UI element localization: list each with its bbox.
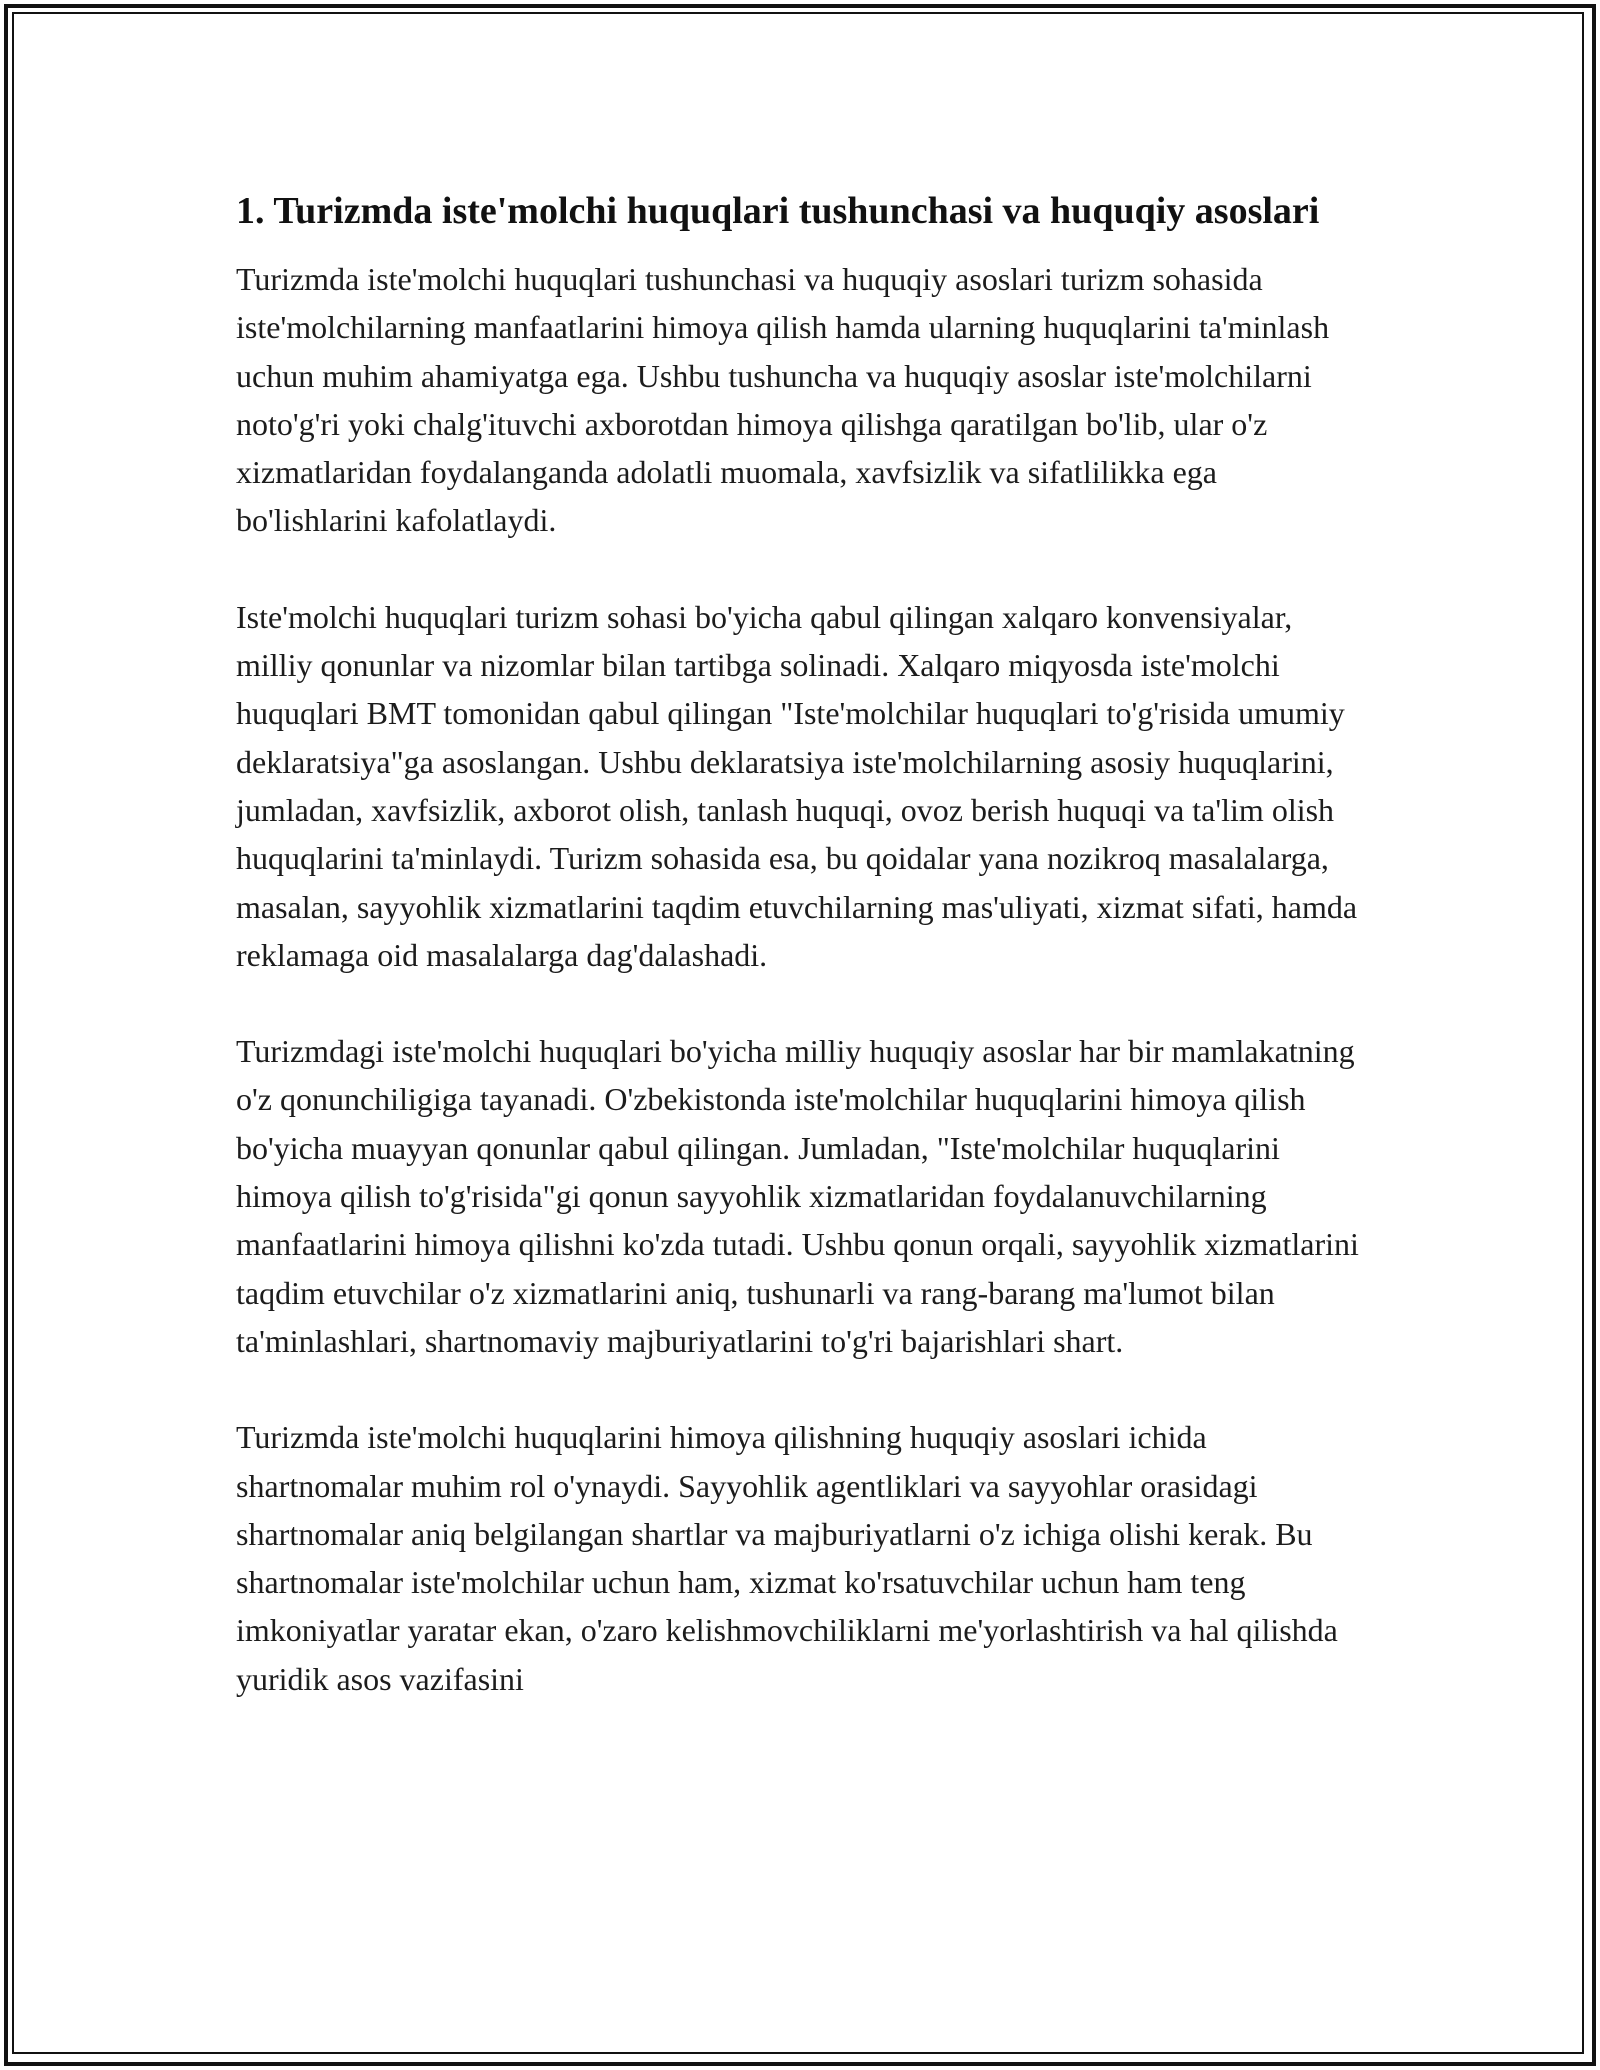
paragraph-2: Iste'molchi huquqlari turizm sohasi bo'yicha qabul qilingan xalqaro konvensiyalar, milliy qonunlar va nizomlar bilan tartibga solinadi. Xalqaro miqyosda iste'molchi huquqlari BMT tomonidan qabul qilingan "Iste'molchilar huquqlari to'g'risida umumiy deklaratsiya"ga asoslangan. Ushbu deklaratsiya iste'molchilarning asosiy huquqlarini, jumladan, xavfsizlik, axborot olish, tanlash huquqi, ovoz berish huquqi va ta'lim olish huquqlarini ta'minlaydi. Turizm sohasida esa, bu qoidalar yana nozikroq masalalarga, masalan, sayyohlik xizmatlarini taqdim etuvchilarning mas'uliyati, xizmat sifati, hamda reklamaga oid masalalarga dag'dalashadi. <box>236 598 1358 973</box>
paragraph-4: Turizmda iste'molchi huquqlarini himoya qilishning huquqiy asoslari ichida shartnomalar muhim rol o'ynaydi. Sayyohlik agentliklari va sayyohlar orasidagi shartnomalar aniq belgilangan shartlar va majburiyatlarni o'z ichiga olishi kerak. Bu shartnomalar iste'molchilar uchun ham, xizmat ko'rsatuvchilar uchun ham teng imkoniyatlar yaratar ekan, o'zaro kelishmovchiliklarni me'yorlashtirish va hal qilishda yuridik asos vazifasini <box>236 1419 1338 1697</box>
paragraph-1: Turizmda iste'molchi huquqlari tushunchasi va huquqiy asoslari turizm sohasida iste'molchilarning manfaatlarini himoya qilish hamda ularning huquqlarini ta'minlash uchun muhim ahamiyatga ega. Ushbu tushuncha va huquqiy asoslar iste'molchilarni noto'g'ri yoki chalg'ituvchi axborotdan himoya qilishga qaratilgan bo'lib, ular o'z xizmatlaridan foydalanganda adolatli muomala, xavfsizlik va sifatlilikka ega bo'lishlarini kafolatlaydi. <box>236 261 1330 539</box>
section-heading: 1. Turizmda iste'molchi huquqlari tushunchasi va huquqiy asoslari <box>236 190 1320 232</box>
paragraph-3: Turizmdagi iste'molchi huquqlari bo'yicha milliy huquqiy asoslar har bir mamlakatning o'z qonunchiligiga tayanadi. O'zbekistonda iste'molchilar huquqlarini himoya qilish bo'yicha muayyan qonunlar qabul qilingan. Jumladan, "Iste'molchilar huquqlarini himoya qilish to'g'risida"gi qonun sayyohlik xizmatlaridan foydalanuvchilarning manfaatlarini himoya qilishni ko'zda tutadi. Ushbu qonun orqali, sayyohlik xizmatlarini taqdim etuvchilar o'z xizmatlarini aniq, tushunarli va rang-barang ma'lumot bilan ta'minlashlari, shartnomaviy majburiyatlarini to'g'ri bajarishlari shart. <box>236 1033 1359 1359</box>
document-body <box>236 184 1366 1751</box>
